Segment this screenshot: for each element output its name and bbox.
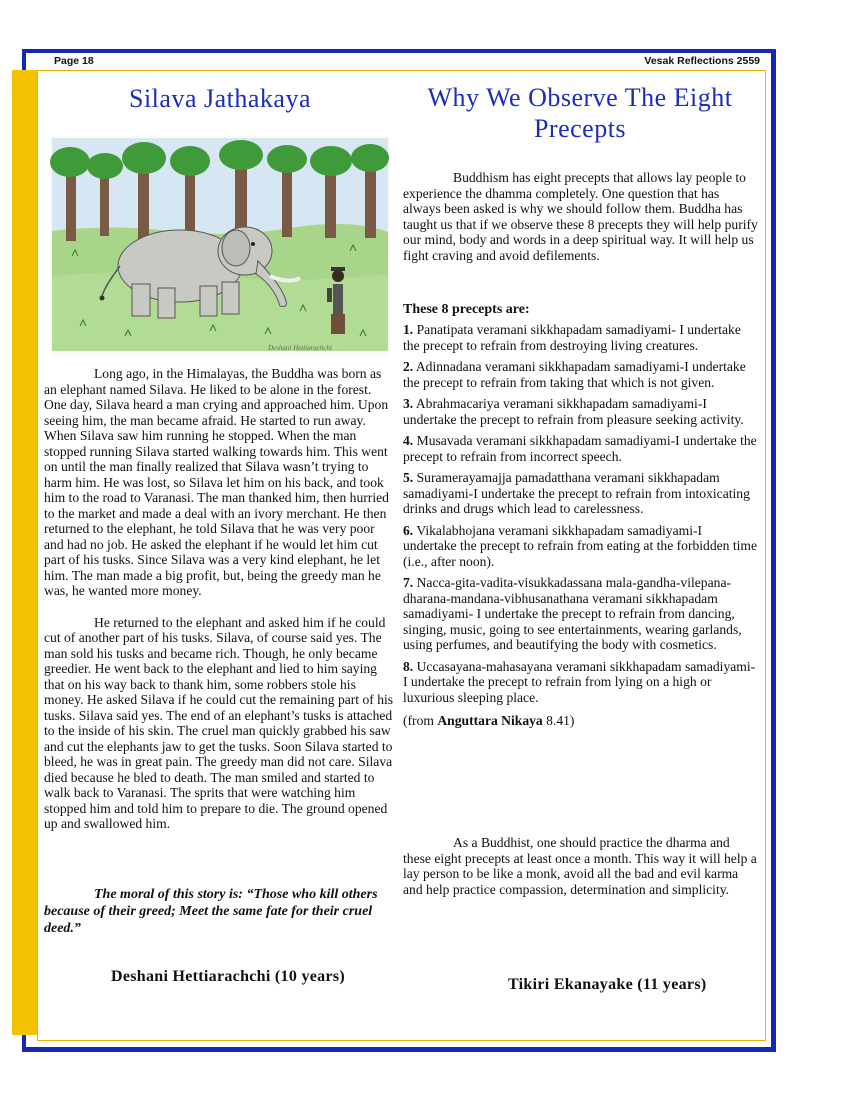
precept-number: 2. [403,359,414,374]
precept-item-6 [403,523,759,570]
page-side-bar [12,70,37,1035]
precept-text: Adinnadana veramani sikkhapadam samadiyami-I undertake the precept to refrain from taking that which is not given. [403,359,746,390]
precept-text: Vikalabhojana veramani sikkhapadam samadiyami-I undertake the precept to refrain from eating at the forbidden time (i.e., after noon). [403,522,758,569]
precept-text: Panatipata veramani sikkhapadam samadiyami- I undertake the precept to refrain from destroying living creatures. [403,322,741,353]
precept-item-2 [403,359,759,390]
intro-paragraph: Buddhism has eight precepts that allows lay people to experience the dhamma completely. One question that has always been asked is why we should follow them. Buddha has taught us that if we observe these 8 precepts they will help purify our mind, body and words in a deep spiritual way. It will help us fight craving and avoid defilements. [403,170,758,263]
right-article-author: Tikiri Ekanayake (11 years) [508,976,707,993]
precept-number: 7. [403,575,414,590]
story-moral-text: The moral of this story is: “Those who kill others because of their greed; Meet the same fate for their cruel deed.” [44,887,378,936]
closing-paragraph: As a Buddhist, one should practice the dharma and these eight precepts at least once a month. This way it will help a lay person to be like a monk, avoid all the bad and evil karma and help practice compassion, determination and simplicity. [403,835,757,897]
left-paragraph-2: He returned to the elephant and asked him if he could cut of another part of his tusks. Silava, of course said yes. The man sold his tusks and became rich. Though, he only became greedier. He went back to the elephant and lied to him saying that on his way back to thank him, some robbers stole his money. He asked Silava if he could cut the remaining part of his tusks. Silava said yes. The end of an elephant’s tusks is attached to the inside of his skin. The cruel man quickly grabbed his saw and cut the elephants jaw to get the tusks. Soon Silava started to bleed, he was in great pain. The greedy man did not care. Silava died because he bled to death. The man smiled and started to walk back to Varanasi. The sprits that were watching him stopped him and told him to prepare to die. The ground opened up and swallowed him. [44,614,394,831]
source-prefix: (from [403,713,438,728]
precepts-heading: These 8 precepts are: [403,302,530,317]
precept-number: 5. [403,470,414,485]
publication-title: Vesak Reflections 2559 [644,55,760,67]
right-article-closing [403,835,759,913]
source-suffix: 8.41) [542,713,575,728]
drawing-signature: Deshani Hettiarachchi [268,344,332,352]
right-article-title: Why We Observe The Eight Precepts [427,83,733,143]
precept-item-3 [403,396,759,427]
precept-number: 1. [403,322,414,337]
elephant-drawing [50,136,390,356]
right-article-intro [403,170,759,279]
precept-item-1 [403,322,759,353]
page-number: Page 18 [54,55,94,67]
precept-text: Nacca-gita-vadita-visukkadassana mala-gandha-vilepana-dharana-mandana-vibhusanathana veramani sikkhapadam samadiyami- I undertake the precept to refrain from dancing, singing, music, going to see entertainments, wearing garlands, using perfumes, and beautifying the body with cosmetics. [403,575,742,652]
left-paragraph-1: Long ago, in the Himalayas, the Buddha was born as an elephant named Silava. He liked to be alone in the forest. One day, Silava heard a man crying and approached him. Upon seeing him, the man became afraid. He started to run away. When Silava saw him running he stopped. When the man stopped running Silava started walking towards him. This went on until the man finally realized that Silava wasn’t trying to harm him. He was lost, so Silava let him on his back, and took him to the road to Varanasi. The man thanked him, then hurried to the market and made a deal with an ivory merchant. He then returned to the elephant, he told Silava that he was very poor and had no job. He asked the elephant if he would let him cut part of his tusks. Since Silava was a very kind elephant, he let him. The man made a big profit, but, being the greedy man he was, he wanted more money. [44,366,389,598]
left-article-title: Silava Jathakaya [129,84,311,113]
precepts-source [403,713,759,729]
precept-number: 6. [403,522,414,538]
precept-number: 4. [403,433,414,448]
precept-text: Uccasayana-mahasayana veramani sikkhapadam samadiyami-I undertake the precept to refrain from lying on a high or luxurious sleeping place. [403,658,756,705]
source-title: Anguttara Nikaya [437,713,543,728]
precept-item-8 [403,659,759,706]
precept-text: Abrahmacariya veramani sikkhapadam samadiyami-I undertake the precept to refrain from pleasure seeking activity. [403,396,744,427]
precept-text: Suramerayamajja pamadatthana veramani sikkhapadam samadiyami-I undertake the precept to refrain from intoxicating drinks and drugs which lead to carelessness. [403,470,750,516]
precept-number: 3. [403,396,414,411]
left-article-author: Deshani Hettiarachchi (10 years) [111,968,346,985]
precepts-list [403,322,759,742]
precept-text: Musavada veramani sikkhapadam samadiyami-I undertake the precept to refrain from incorrect speech. [403,433,757,464]
precept-number: 8. [403,658,414,674]
left-article-body [44,366,396,848]
precept-item-5 [403,470,759,517]
precept-item-7 [403,575,759,653]
precept-item-4 [403,433,759,464]
story-moral [44,886,396,937]
elephant-drawing-svg [50,136,390,356]
